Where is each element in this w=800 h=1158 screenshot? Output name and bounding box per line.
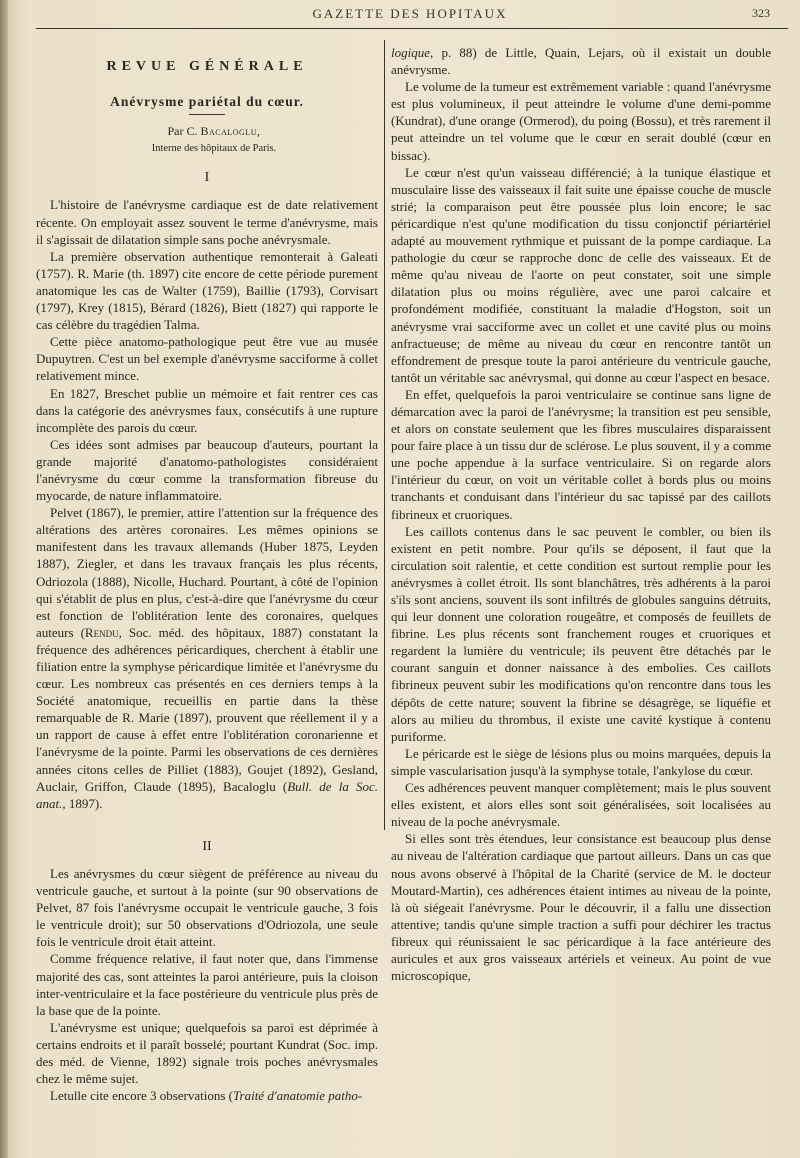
running-header [40, 6, 780, 28]
author-name: Bacaloglu, [200, 124, 261, 139]
paragraph: En effet, quelquefois la paroi ventriculaire se continue sans ligne de démarcation avec la paroi de l'anévrysme; la transition est peu sensible, et alors on constate seulement que les fibres musculaires disparaissent pour faire place à un tissu dur de sclérose. Le plus souvent, il y a comme une poche appendue à la surface ventriculaire. Si on regarde alors l'intérieur du cœur, on voit un véritable collet à bords plus ou moins tranchants et conduisant dans l'intérieur du sac tapissé par des caillots fibrineux et cruoriques. [391, 386, 771, 522]
part-numeral-1: I [204, 170, 210, 186]
paragraph: En 1827, Breschet publie un mémoire et fait rentrer ces cas dans la catégorie des anévrysmes faux, consécutifs à une rupture incomplète des parois du cœur. [36, 385, 378, 435]
paragraph: Les caillots contenus dans le sac peuvent le combler, ou bien ils existent en petit nombre. Pour qu'ils se déposent, il faut que la circulation soit ralentie, et cette condition est surtout remplie pour les anévrysmes à collet étroit. Ils sont blanchâtres, très adhérents à la paroi s'ils sont anciens, souvent ils sont infiltrés de globules sanguins détruits, qui leur donnent une coloration rougeâtre, et composés de feuillets de fibrine. Les plus récents sont franchement rouges et cruoriques et regardent la lumière du ventricule; ils peuvent être détachés par le courant sanguin et donner naissance à des embolies. Ces caillots fibrineux peuvent subir les modifications qu'on rencontre dans tous les dépôts de cette nature; souvent la fibrine se désagrège, se liquéfie et alors au milieu du thrombus, il existe une cavité kystique à contenu puriforme. [391, 523, 771, 744]
paragraph: L'histoire de l'anévrysme cardiaque est de date relativement récente. On employait assez souvent le terme d'anévrysme, mais il s'agissait de dilatation simple sans poche anévrysmale. [36, 197, 378, 247]
running-title: GAZETTE DES HOPITAUX [312, 6, 508, 21]
paragraph: Le volume de la tumeur est extrêmement variable : quand l'anévrysme est plus volumineux, il peut atteindre le volume d'une demi-pomme (Kundrat), d'une orange (Ormerod), du poing (Bossu), et très rarement il peut atteindre un tel volume que le cœur en serait doublé (cœur en bissac). [391, 79, 771, 163]
paragraph: Ces idées sont admises par beaucoup d'auteurs, pourtant la grande majorité d'anatomo-pathologistes considéraient l'anévrysme du cœur comme la transformation fibreuse du myocarde, de nature inflammatoire. [36, 436, 378, 504]
part-numeral-2: II [202, 838, 212, 854]
paragraph: Comme fréquence relative, il faut noter que, dans l'immense majorité des cas, sont atteintes la paroi antérieure, puis la cloison inter-ventriculaire et la face postérieure du ventricule plus près de la base que de la pointe. [36, 951, 378, 1018]
text-run: Letulle cite encore 3 observations ( [50, 1088, 234, 1104]
paragraph: La première observation authentique remonterait à Galeati (1757). R. Marie (th. 1897) cite encore de cette période purement anatomique les cas de Walter (1759), Baillie (1793), Corvisart (1797), Krey (1815), Bérard (1826), Biett (1827) qui rapporte le cas célèbre du tragédien Talma. [36, 248, 378, 333]
byline [36, 123, 378, 140]
header-rule [36, 28, 788, 29]
paragraph [36, 504, 378, 812]
paragraph: Si elles sont très étendues, leur consistance est beaucoup plus dense au niveau de l'altération cardiaque que partout ailleurs. Dans un cas que nous avons observé à l'hôpital de la Charité (service de M. le docteur Moutard-Martin), ces adhérences étaient intimes au niveau de la pointe, là où siégeait l'anévrysme. Pour le découvrir, il a fallu une dissection attentive; tandis qu'une simple traction a suffi pour déchirer les tractus fibreux qui réunissaient le sac péricardique à la face antérieure des auricules et aux gros vaisseaux artériels et veineux. Au point de vue microscopique, [391, 831, 771, 984]
paragraph: Les anévrysmes du cœur siègent de préférence au niveau du ventricule gauche, et surtout à la pointe (sur 90 observations de Pelvet, 87 fois l'anévrysme occupait le ventricule gauche, 3 fois le ventricule droit); sur 50 observations d'Odriozola, une seule fois le ventricule droit était atteint. [36, 865, 378, 950]
page-number: 323 [752, 6, 770, 20]
text-run: Pelvet (1867), le premier, attire l'attention sur la fréquence des altérations des artères coronaires. Les mêmes opinions se manifestent dans les travaux allemands (Huber 1875, Leyden 1887), Ziegler, et dans les travaux français les plus récents, Odriozola (1888), Nicolle, Huchard. Pourtant, à côté de l'opinion qui s'établit de plus en plus, c'est-à-dire que l'anévrysme du cœur est fonction de l'oblitération lente des coronaires, quelques auteurs ( [36, 505, 378, 640]
paragraph: Le cœur n'est qu'un vaisseau différencié; à la tunique élastique et musculaire lisse des vaisseaux il fait suite une épaisse couche de muscle strié; la comparaison peut être poussée plus loin encore; le sac péricardique n'est qu'une modification du tissu conjonctif périartériel adapté au mouvement rythmique et puissant de la pompe cardiaque. La pathologie du cœur se rapproche donc de celle des vaisseaux. Et de même qu'au niveau de l'aorte on peut constater, soit une simple dilatation plus ou moins régulière, avec une paroi calcaire et profondément modifiée, constituant la maladie d'Hogston, soit un anévrysme vrai sacciforme avec un collet et une cavité plus ou moins anfractueuse; de même au niveau du cœur en rencontre tantôt un effondrement de presque toute la paroi antérieure du ventricule gauche, tantôt un véritable sac anévrysmal, qui donne au cœur l'aspect en besace. [391, 164, 771, 385]
paragraph: Cette pièce anatomo-pathologique peut être vue au musée Dupuytren. C'est un bel exemple d'anévrysme sacciforme à collet relativement mince. [36, 334, 378, 384]
journal-ref: Bull. de la Soc. anat. [36, 778, 378, 811]
section-title: REVUE GÉNÉRALE [106, 59, 308, 74]
text-run: , Soc. méd. des hôpitaux, 1887) constatant la fréquence des adhérences péricardiques, cherchent à établir une filiation entre la symphyse péricardique limitée et l'anévrysme du cœur. Les nombreux cas présentés en ces derniers temps à la Société anatomique, recueillis en partie dans la thèse remarquable de R. Marie (1897), prouvent que réellement il y a un rapport de cause à effet entre l'oblitération coronarienne et l'anévrysme de la pointe. Parmi les observations de ces dernières années citons celles de Pilliet (1883), Goujet (1892), Gesland, Auclair, Griffon, Claude (1895), Bacaloglu ( [36, 624, 379, 794]
book-ref-cont: logique [391, 45, 430, 60]
paragraph [391, 44, 771, 78]
author-ref: Rendu [84, 624, 119, 640]
article-title: Anévrysme pariétal du cœur. [110, 94, 304, 110]
book-spine-shadow [0, 0, 8, 1158]
blank-lower-page [30, 840, 790, 1140]
byline-prefix: Par C. [167, 124, 198, 139]
paragraph: L'anévrysme est unique; quelquefois sa paroi est déprimée à certains endroits et il paraît bosselé; pourtant Kundrat (Soc. imp. des méd. de Vienne, 1892) signale trois poches anévrysmales chez le même sujet. [36, 1019, 378, 1087]
text-run: , 1897). [62, 795, 103, 811]
author-affiliation: Interne des hôpitaux de Paris. [151, 143, 277, 155]
title-rule [189, 114, 225, 115]
column-divider [384, 40, 385, 830]
book-ref: Traité d'anatomie patho- [233, 1088, 363, 1104]
paragraph: Le péricarde est le siège de lésions plus ou moins marquées, depuis la simple vascularisation jusqu'à la symphyse totale, l'ankylose du cœur. [391, 745, 771, 778]
paragraph: Ces adhérences peuvent manquer complètement; mais le plus souvent elles existent, et alors elles sont soit généralisées, soit localisées au niveau de la poche anévrysmale. [391, 780, 771, 830]
text-run: , p. 88) de Little, Quain, Lejars, où il existait un double anévrysme. [391, 45, 771, 78]
